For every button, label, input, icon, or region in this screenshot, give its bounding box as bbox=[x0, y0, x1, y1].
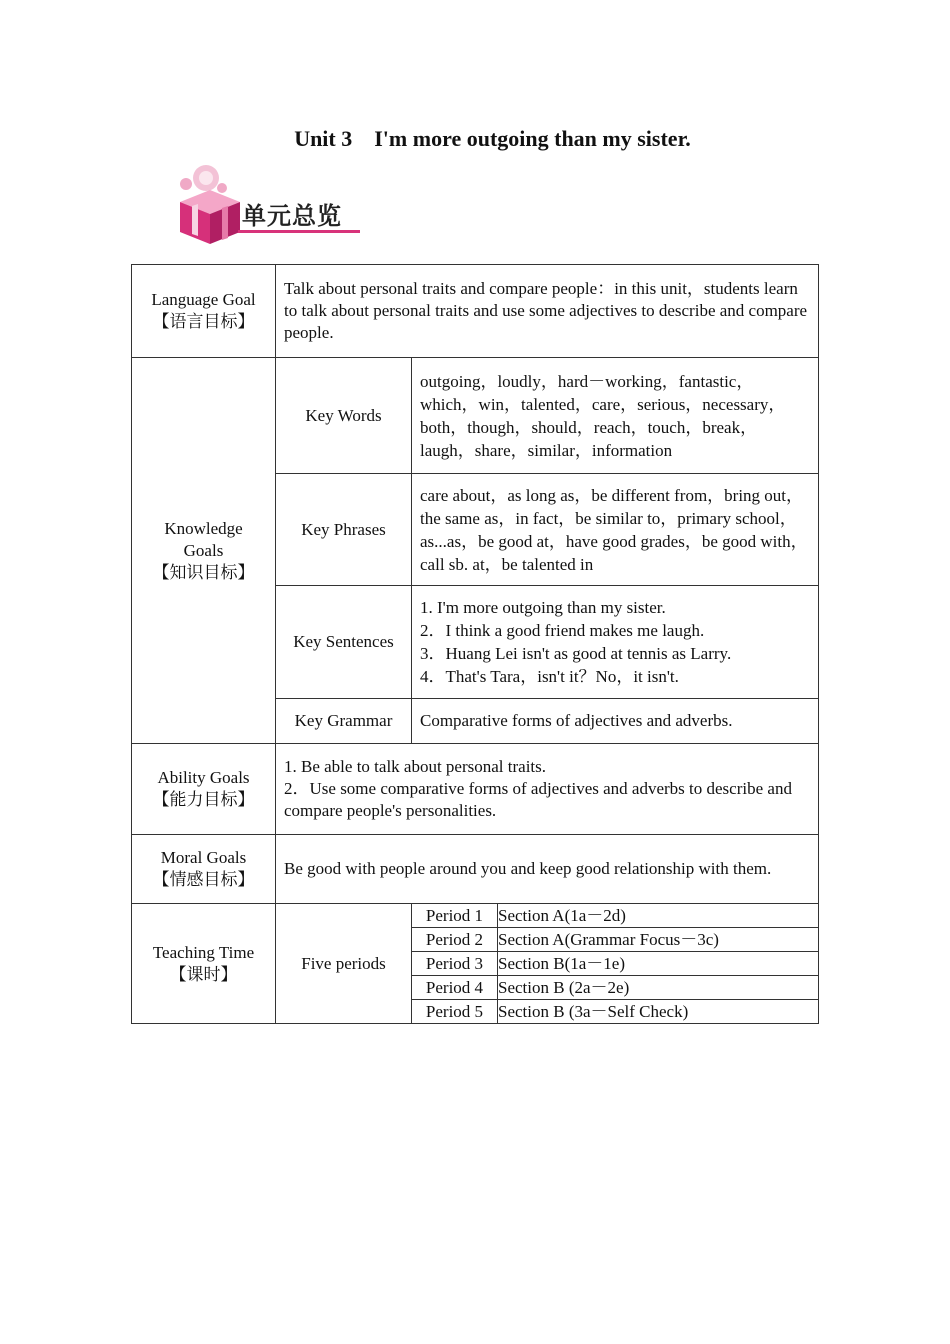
label-cn: 【能力目标】 bbox=[152, 790, 255, 809]
table-row bbox=[132, 358, 819, 474]
table-row bbox=[412, 1000, 819, 1024]
label-en: Knowledge Goals bbox=[164, 518, 243, 560]
table-row bbox=[412, 904, 819, 928]
key-sentences-content bbox=[412, 586, 819, 699]
table-row bbox=[132, 744, 819, 835]
ability-goals-content bbox=[276, 744, 819, 835]
row-label-knowledge bbox=[132, 358, 276, 744]
label-en: Teaching Time bbox=[152, 942, 255, 962]
key-grammar-label: Key Grammar bbox=[276, 699, 412, 744]
badge-underline bbox=[238, 230, 360, 233]
ability-item: 2．Use some comparative forms of adjectives and adverbs to describe and compare people's personalities. bbox=[284, 779, 792, 820]
table-row bbox=[412, 952, 819, 976]
unit-overview-label: 单元总览 bbox=[242, 202, 342, 230]
key-words-label: Key Words bbox=[276, 358, 412, 474]
period-section: Section A(1a－2d) bbox=[498, 904, 819, 928]
row-label-moral bbox=[132, 835, 276, 904]
table-row bbox=[132, 904, 819, 1024]
key-sentences-label: Key Sentences bbox=[276, 586, 412, 699]
key-grammar-text: Comparative forms of adjectives and adverbs. bbox=[420, 711, 733, 730]
ability-item: 1. Be able to talk about personal traits. bbox=[284, 757, 547, 776]
period-label: Period 5 bbox=[412, 1000, 498, 1024]
table-row bbox=[132, 265, 819, 358]
label-cn: 【课时】 bbox=[169, 964, 238, 984]
key-sentence-item: 1. I'm more outgoing than my sister. bbox=[420, 598, 666, 617]
language-goal-content bbox=[276, 265, 819, 358]
unit-overview-table bbox=[131, 264, 819, 1024]
table-row bbox=[412, 928, 819, 952]
key-sentence-item: 3．Huang Lei isn't as good at tennis as Larry. bbox=[420, 644, 732, 663]
moral-goals-content bbox=[276, 835, 819, 904]
label-en: Ability Goals bbox=[157, 768, 250, 787]
label-en: Language Goal bbox=[151, 290, 256, 309]
key-words-text: outgoing，loudly，hard－working，fantastic，which，win，talented，care，serious，necessary，both，though，should，reach，touch，break，laugh，share，similar，information bbox=[420, 371, 786, 460]
label-cn: 【情感目标】 bbox=[152, 870, 255, 889]
key-phrases-content bbox=[412, 474, 819, 586]
row-label-ability bbox=[132, 744, 276, 835]
period-label: Period 4 bbox=[412, 976, 498, 1000]
key-sentence-item: 2．I think a good friend makes me laugh. bbox=[420, 621, 705, 640]
five-periods-label: Five periods bbox=[276, 904, 412, 1024]
period-section: Section B(1a－1e) bbox=[498, 952, 819, 976]
key-grammar-content bbox=[412, 699, 819, 744]
key-phrases-text: care about，as long as，be different from，bring out，the same as，in fact，be similar to，primary school，as...as，be good at，have good grades，be good with，call sb. at，be talented in bbox=[420, 485, 808, 574]
label-cn: 【语言目标】 bbox=[152, 312, 255, 331]
key-sentence-item: 4．That's Tara，isn't it？No，it isn't. bbox=[420, 667, 679, 686]
periods-table bbox=[411, 903, 819, 1024]
table-row bbox=[132, 835, 819, 904]
period-section: Section B (2a－2e) bbox=[498, 976, 819, 1000]
gift-box-icon bbox=[172, 162, 252, 246]
language-goal-text: Talk about personal traits and compare people：in this unit，students learn to talk about personal traits and use some adjectives to describe and compare people. bbox=[284, 279, 808, 342]
key-phrases-label: Key Phrases bbox=[276, 474, 412, 586]
page-title: Unit 3 I'm more outgoing than my sister. bbox=[294, 126, 691, 151]
moral-goals-text: Be good with people around you and keep good relationship with them. bbox=[284, 859, 772, 878]
row-label-teaching bbox=[132, 904, 276, 1024]
period-section: Section A(Grammar Focus－3c) bbox=[498, 928, 819, 952]
period-section: Section B (3a－Self Check) bbox=[498, 1000, 819, 1024]
label-cn: 【知识目标】 bbox=[152, 562, 255, 582]
unit-overview-badge bbox=[172, 162, 362, 246]
period-label: Period 1 bbox=[412, 904, 498, 928]
key-words-content bbox=[412, 358, 819, 474]
label-en: Moral Goals bbox=[160, 848, 247, 867]
period-label: Period 2 bbox=[412, 928, 498, 952]
periods-cell bbox=[412, 904, 819, 1024]
row-label-language bbox=[132, 265, 276, 358]
period-label: Period 3 bbox=[412, 952, 498, 976]
table-row bbox=[412, 976, 819, 1000]
